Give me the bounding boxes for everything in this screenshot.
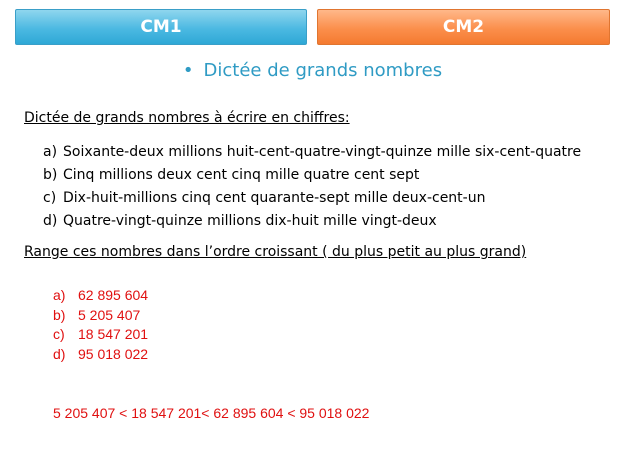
tab-cm2[interactable]: CM2 (317, 9, 610, 45)
answer-item (53, 345, 148, 365)
list-item (43, 165, 581, 188)
subtitle-text: Dictée de grands nombres (203, 60, 443, 81)
ordering-heading: Range ces nombres dans l’ordre croissant ( du plus petit au plus grand) (24, 244, 527, 260)
answer-value: 18 547 201 (78, 326, 149, 342)
answer-marker: b) (53, 306, 66, 323)
list-marker: a) (43, 144, 58, 160)
dictation-heading: Dictée de grands nombres à écrire en chiffres: (24, 110, 350, 126)
list-item-text: Quatre-vingt-quinze millions dix-huit mille vingt-deux (63, 213, 437, 229)
list-item (43, 188, 581, 211)
answer-marker: d) (53, 345, 66, 362)
answer-marker: a) (53, 287, 66, 303)
list-item-text: Cinq millions deux cent cinq mille quatre cent sept (63, 167, 420, 183)
answer-item (53, 325, 148, 345)
list-item-text: Soixante-deux millions huit-cent-quatre-vingt-quinze mille six-cent-quatre (63, 144, 582, 160)
page-subtitle (0, 60, 625, 81)
list-item (43, 211, 581, 234)
list-item-text: Dix-huit-millions cinq cent quarante-sept mille deux-cent-un (63, 190, 486, 206)
dictation-list (43, 142, 581, 234)
answer-value: 95 018 022 (78, 345, 149, 362)
answer-item (53, 286, 148, 306)
list-item (43, 142, 581, 165)
answer-list (53, 286, 148, 364)
answer-marker: c) (53, 326, 65, 342)
list-marker: c) (43, 190, 57, 206)
list-marker: d) (43, 213, 58, 229)
answer-value: 62 895 604 (78, 287, 149, 303)
bullet-icon: • (182, 60, 194, 81)
ordering-answer: 5 205 407 < 18 547 201< 62 895 604 < 95 018 022 (53, 405, 370, 421)
answer-value: 5 205 407 (78, 306, 141, 323)
list-marker: b) (43, 167, 58, 183)
tab-cm1[interactable]: CM1 (15, 9, 307, 45)
answer-item (53, 306, 148, 326)
